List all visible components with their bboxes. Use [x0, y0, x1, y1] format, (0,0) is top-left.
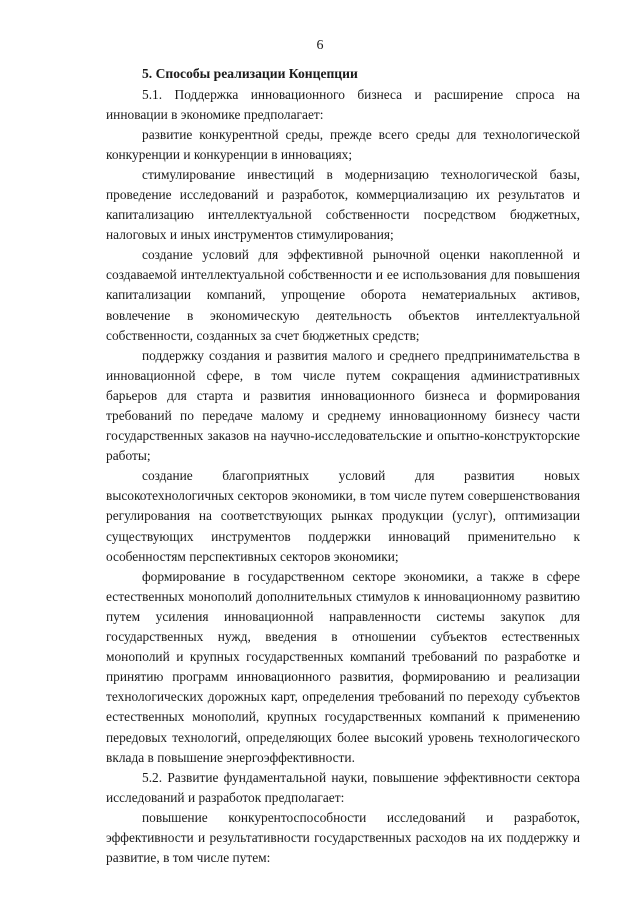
paragraph: повышение конкурентоспособности исследований и разработок, эффективности и результативности государственных расходов на их поддержку и развитие, в том числе путем:: [106, 809, 580, 866]
paragraph: формирование в государственном секторе экономики, а также в сфере естественных монополий дополнительных стимулов к инновационному развитию путем усиления инновационной направленности системы закупок для государственных нужд, введения в отношении субъектов естественных монополий и крупных государственных компаний требований по разработке и принятию программ инновационного развития, формированию и реализации технологических дорожных карт, определения требований по переходу субъектов естественных монополий, крупных государственных компаний к применению передовых технологий, определяющих более высокий уровень технологического вклада в повышение энергоэффективности.: [106, 568, 580, 765]
paragraph: 5.1. Поддержка инновационного бизнеса и расширение спроса на инновации в экономике предполагает:: [106, 86, 580, 122]
paragraph: создание благоприятных условий для развития новых высокотехнологичных секторов экономики, в том числе путем совершенствования регулирования на соответствующих рынках продукции (услуг), оптимизации существующих инструментов поддержки инноваций применительно к особенностям перспективных секторов экономики;: [106, 468, 580, 564]
section-heading: 5. Способы реализации Концепции: [142, 66, 358, 81]
paragraph: 5.2. Развитие фундаментальной науки, повышение эффективности сектора исследований и разработок предполагает:: [106, 769, 580, 805]
page-number: 6: [316, 38, 324, 53]
paragraph: развитие конкурентной среды, прежде всего среды для технологической конкуренции и конкуренции в инновациях;: [106, 126, 580, 162]
paragraph: стимулирование инвестиций в модернизацию технологической базы, проведение исследований и разработок, коммерциализацию их результатов и капитализацию интеллектуальной собственности посредством бюджетных, налоговых и иных инструментов стимулирования;: [106, 166, 580, 243]
document-body: [106, 64, 580, 868]
paragraph: создание условий для эффективной рыночной оценки накопленной и создаваемой интеллектуальной собственности и ее использования для повышения капитализации компаний, упрощение оборота нематериальных активов, вовлечение в экономическую деятельность объектов интеллектуальной собственности, созданных за счет бюджетных средств;: [106, 247, 580, 343]
paragraph: поддержку создания и развития малого и среднего предпринимательства в инновационной сфере, в том числе путем сокращения административных барьеров для старта и развития инновационного бизнеса и формирования требований по передаче малому и среднему инновационному бизнесу части государственных заказов на научно-исследовательские и опытно-конструкторские работы;: [106, 347, 580, 464]
